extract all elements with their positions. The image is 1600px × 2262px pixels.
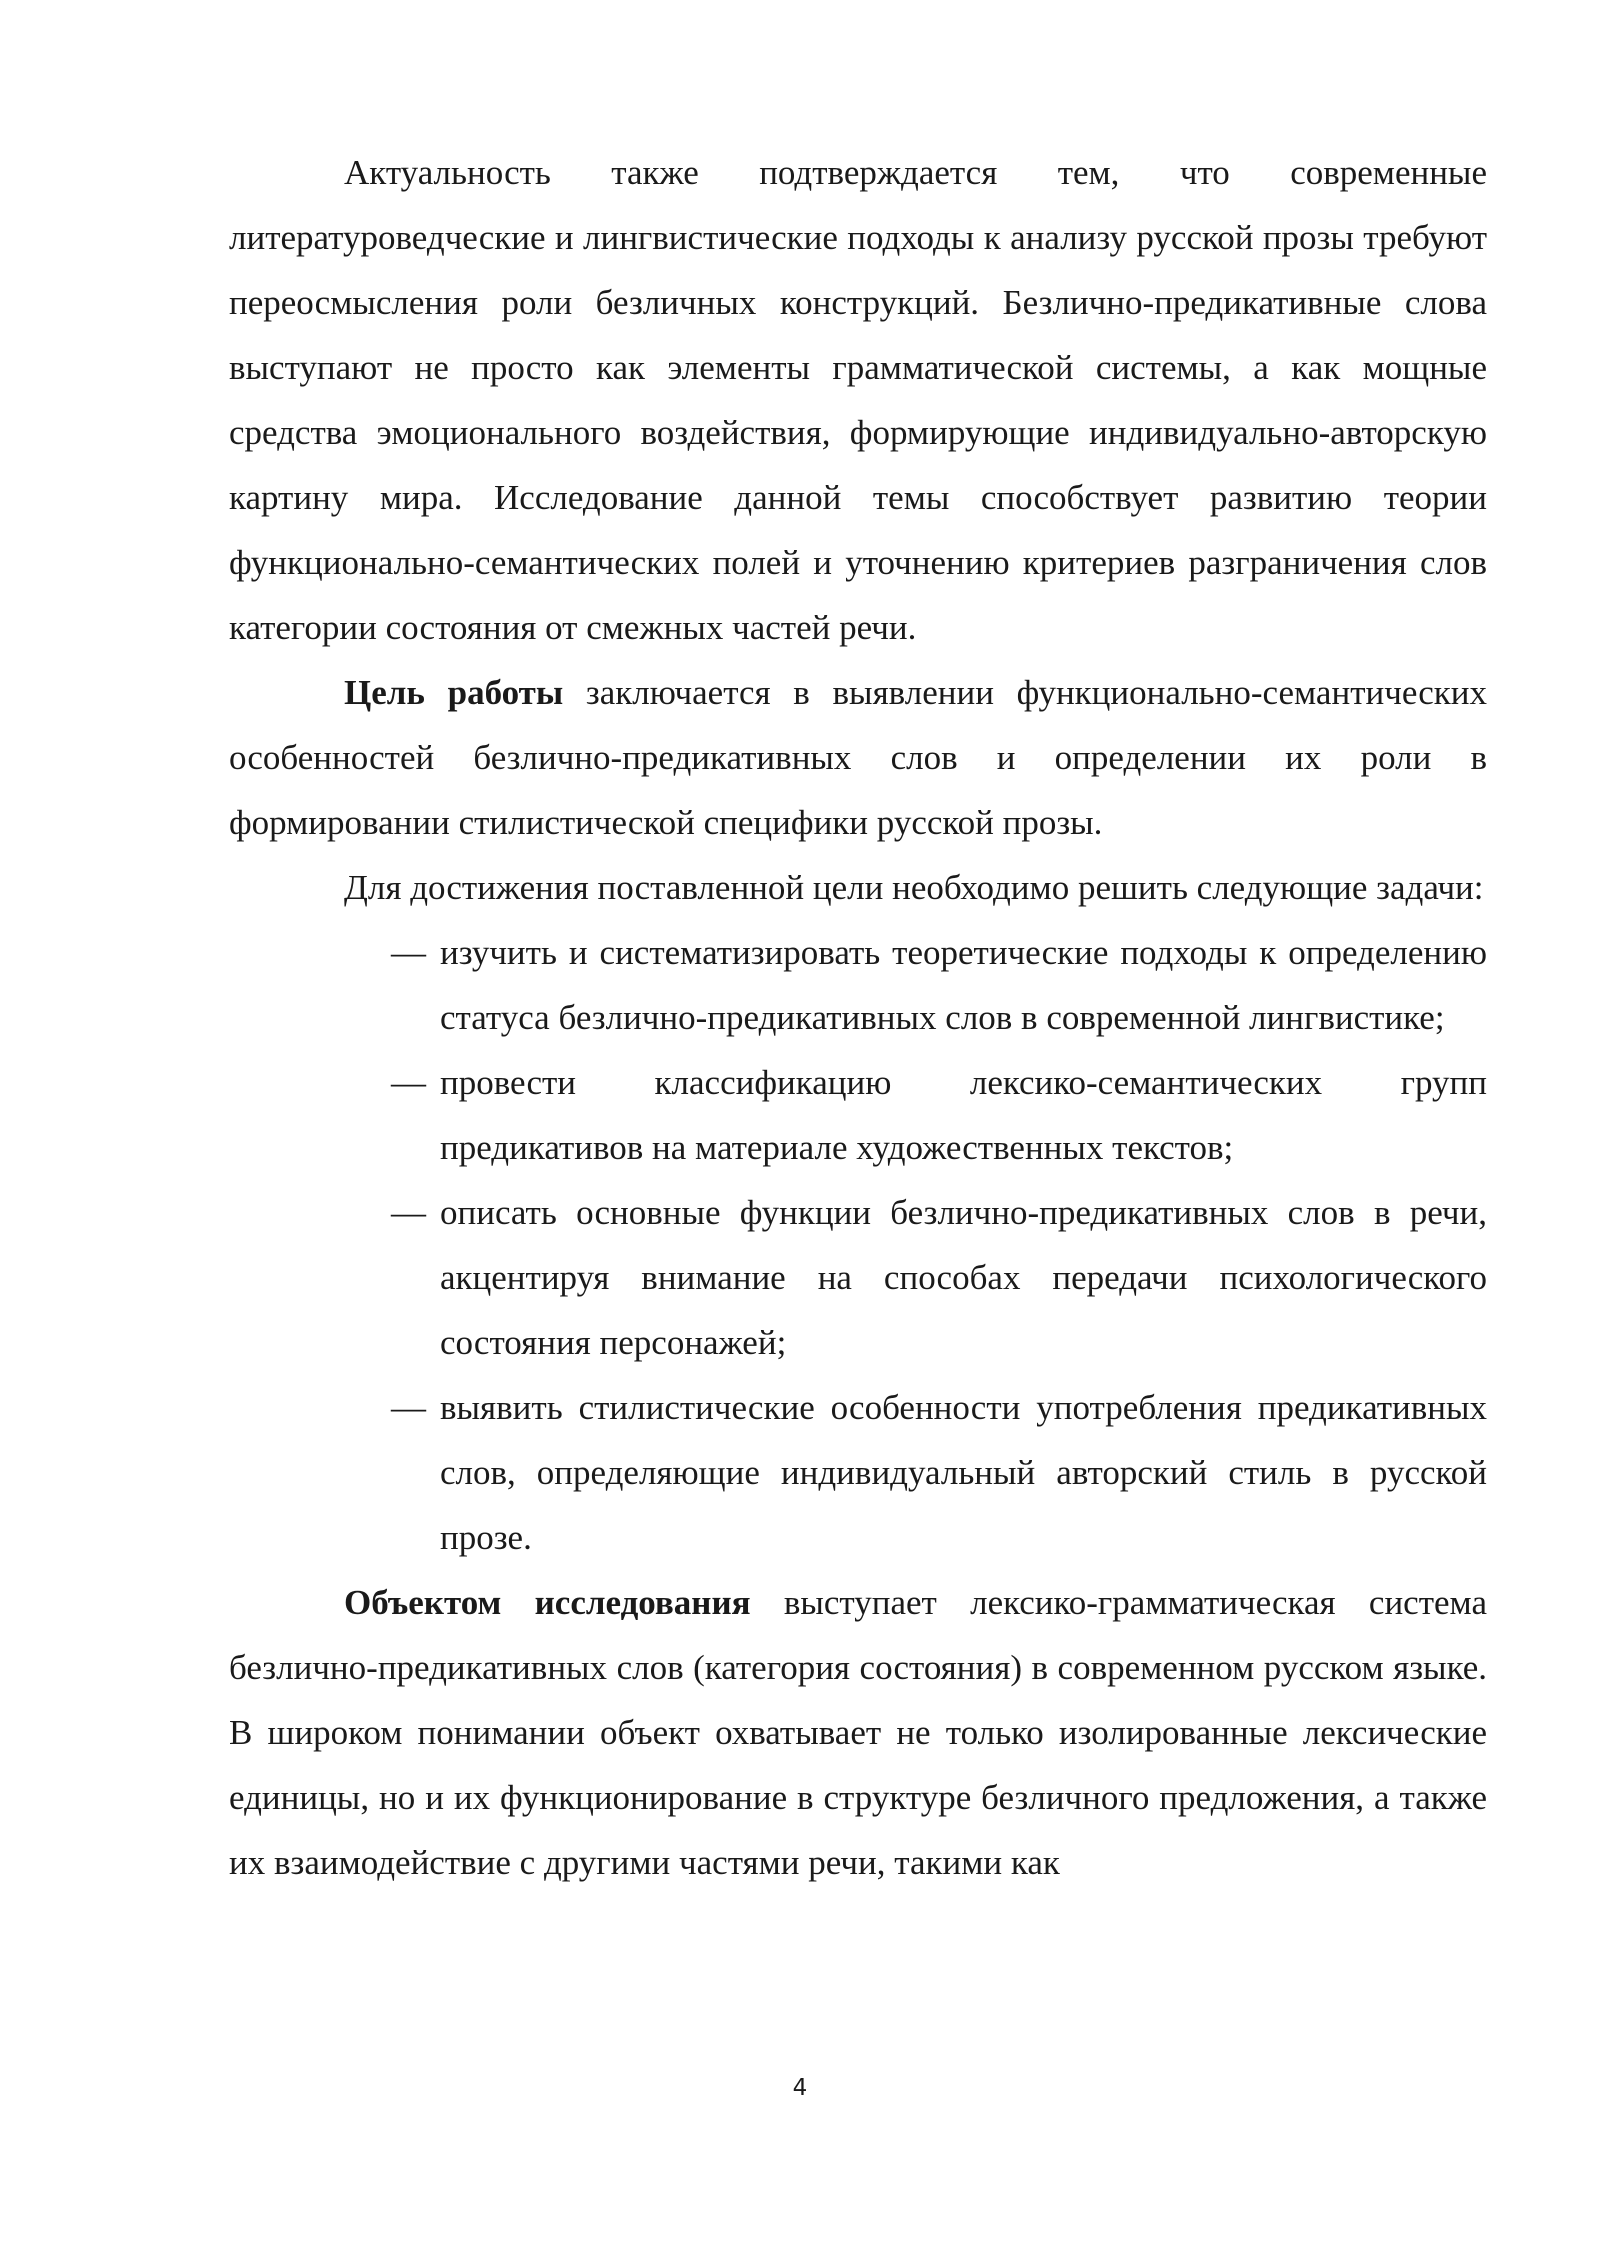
list-item-text: описать основные функции безлично-предикативных слов в речи, акцентируя внимание на способах передачи психологического состояния персонажей;: [440, 1193, 1487, 1362]
list-item: [229, 1375, 1487, 1570]
page-number: 4: [792, 2075, 808, 2101]
list-item: [229, 920, 1487, 1050]
tasks-list: [229, 920, 1487, 1570]
relevance-paragraph: Актуальность также подтверждается тем, что современные литературоведческие и лингвистические подходы к анализу русской прозы требуют переосмысления роли безличных конструкций. Безлично-предикативные слова выступают не просто как элементы грамматической системы, а как мощные средства эмоционального воздействия, формирующие индивидуально-авторскую картину мира. Исследование данной темы способствует развитию теории функционально-семантических полей и уточнению критериев разграничения слов категории состояния от смежных частей речи.: [229, 153, 1487, 647]
list-item: [229, 1180, 1487, 1375]
object-paragraph: [229, 1570, 1487, 1895]
list-dash: —: [391, 933, 426, 972]
goal-paragraph: [229, 660, 1487, 855]
document-body: [229, 140, 1487, 1895]
goal-text: заключается в выявлении функционально-семантических особенностей безлично-предикативных слов и определении их роли в формировании стилистической специфики русской прозы.: [229, 673, 1487, 842]
list-item-text: изучить и систематизировать теоретические подходы к определению статуса безлично-предикативных слов в современной лингвистике;: [440, 933, 1487, 1037]
list-item-text: провести классификацию лексико-семантических групп предикативов на материале художественных текстов;: [440, 1063, 1487, 1167]
list-item-text: выявить стилистические особенности употребления предикативных слов, определяющие индивидуальный авторский стиль в русской прозе.: [440, 1388, 1487, 1557]
object-text: выступает лексико-грамматическая система безлично-предикативных слов (категория состояния) в современном русском языке. В широком понимании объект охватывает не только изолированные лексические единицы, но и их функционирование в структуре безличного предложения, а также их взаимодействие с другими частями речи, такими как: [229, 1583, 1487, 1882]
list-dash: —: [391, 1388, 426, 1427]
list-item: [229, 1050, 1487, 1180]
object-heading: Объектом исследования: [344, 1583, 751, 1622]
list-dash: —: [391, 1063, 426, 1102]
goal-heading: Цель работы: [344, 673, 564, 712]
list-dash: —: [391, 1193, 426, 1232]
tasks-intro-paragraph: Для достижения поставленной цели необходимо решить следующие задачи:: [344, 868, 1484, 907]
